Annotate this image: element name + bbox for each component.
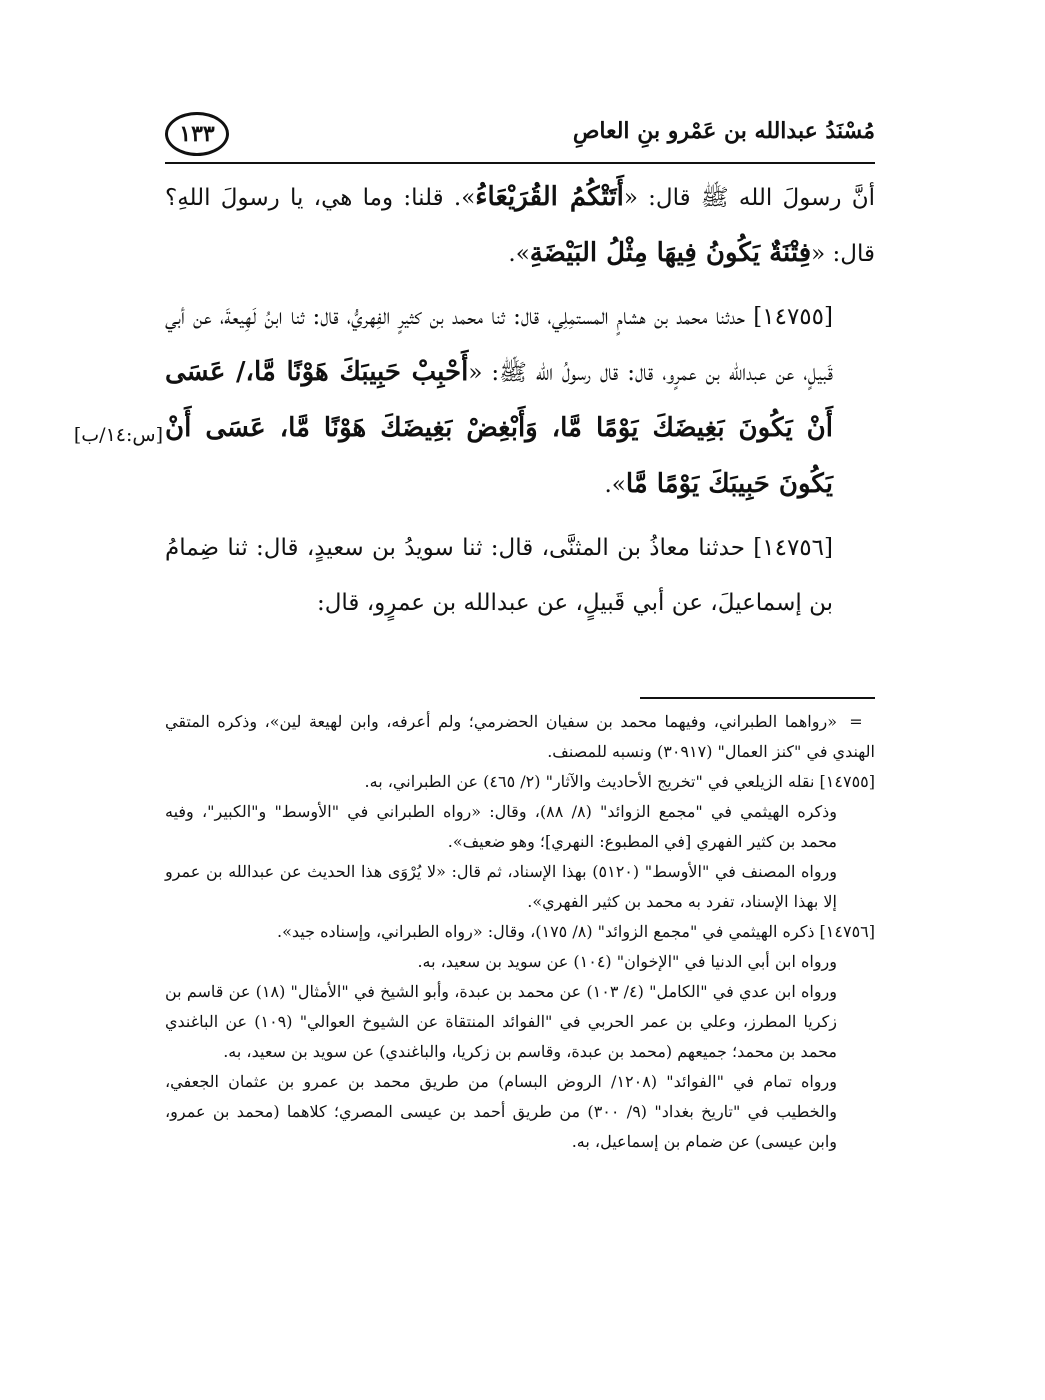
footnote-14755: [١٤٧٥٥] نقله الزيلعي في "تخريج الأحاديث والآثار" (٢/ ٤٦٥) عن الطبراني، به. (364, 772, 875, 791)
footnote-14756: [١٤٧٥٦] ذكره الهيثمي في "مجمع الزوائد" (٨/ ١٧٥)، وقال: «رواه الطبراني، وإسناده جيد». (277, 922, 875, 941)
page-number: ١٣٣ (165, 112, 229, 156)
paragraph-hadith-continuation (165, 170, 875, 282)
continuation-mark: = (849, 712, 863, 731)
text-run: ». (604, 472, 626, 498)
text-run: ». قلنا: وما هي، يا رسولَ اللهِ؟ قال: « (165, 185, 875, 267)
hadith-quote: أَتَتْكُمُ القُرَيْعَاءُ (475, 182, 624, 212)
footnote-text: «رواهما الطبراني، وفيهما محمد بن سفيان الحضرمي؛ ولم أعرفه، وابن لهيعة لين»، وذكره المتقي الهندي في "كنز العمال" (٣٠٩١٧) ونسبه للمصنف. (165, 712, 875, 761)
hadith-quote: فِتْنَةٌ يَكُونُ فِيهَا مِثْلُ البَيْضَةِ (529, 238, 812, 268)
manuscript-reference: [س:١٤/ب] (73, 424, 163, 446)
footnote-rule (640, 697, 875, 699)
hadith-quote: أَحْبِبْ حَبِيبَكَ هَوْنًا مَّا،/ عَسَى أَنْ يَكُونَ بَغِيضَكَ يَوْمًا مَّا، وَأَبْغِضْ بَغِيضَكَ هَوْنًا مَّا، عَسَى أَنْ يَكُونَ حَبِيبَكَ يَوْمًا مَّا (165, 357, 833, 499)
footnote-text: ورواه ابن عدي في "الكامل" (٤/ ١٠٣) عن محمد بن عبدة، وأبو الشيخ في "الأمثال" (١٨) عن قاسم بن زكريا المطرز، وعلي بن عمر الحربي في "الفوائد المنتقاة عن الشيوخ العوالي" (١٠٩) عن الباغندي محمد بن محمد؛ جميعهم (محمد بن عبدة، وقاسم بن زكريا، والباغندي) عن سويد بن سعيد، به. (165, 982, 838, 1061)
footnote-text: ورواه تمام في "الفوائد" (١٢٠٨/ الروض البسام) من طريق محمد بن عمرو بن عثمان الجعفي، والخطيب في "تاريخ بغداد" (٩/ ٣٠٠) من طريق أحمد بن عيسى المصري؛ كلاهما (محمد بن عمرو، وابن عيسى) عن ضمام بن إسماعيل، به. (165, 1072, 838, 1151)
running-title: مُسْنَدُ عبدالله بن عَمْرو بنِ العاصِ (572, 118, 875, 144)
footnote-text: وذكره الهيثمي في "مجمع الزوائد" (٨/ ٨٨)، وقال: «رواه الطبراني في "الأوسط" و"الكبير"، وفيه محمد بن كثير الفهري [في المطبوع: النهري]؛ وهو ضعيف». (165, 802, 838, 851)
main-text (165, 170, 875, 631)
footnote-text: ورواه ابن أبي الدنيا في "الإخوان" (١٠٤) عن سويد بن سعيد، به. (417, 952, 837, 971)
footnote-continuation (165, 707, 875, 767)
footnote-text: ورواه المصنف في "الأوسط" (٥١٢٠) بهذا الإسناد، ثم قال: «لا يُرْوَى هذا الحديث عن عبدالله بن عمرو إلا بهذا الإسناد، تفرد به محمد بن كثير الفهري». (165, 862, 838, 911)
page-header (165, 112, 875, 162)
paragraph-hadith-14756: [١٤٧٥٦] حدثنا معاذُ بن المثنَّى، قال: ثنا سويدُ بن سعيدٍ، قال: ثنا ضِمامُ بن إسماعيلَ، عن أبي قَبيلٍ، عن عبدالله بن عمرٍو، قال: (165, 535, 833, 616)
paragraph-hadith-14755 (165, 290, 875, 513)
text-run: ». (508, 241, 530, 267)
text-run: [١٤٧٥٥] حدثنا محمد بن هشامٍ المستمِلِي، قال: ثنا محمد بن كثيرٍ الفِهريُّ، قال: ثنا ابنُ لَهِيعةَ، عن أبي قَبيلٍ، عن عبدالله بن عمرٍو، قال: قال رسولُ الله ﷺ: « (165, 304, 833, 386)
text-run: أنَّ رسولَ الله ﷺ قال: « (623, 185, 875, 211)
footnotes (165, 707, 875, 1157)
header-rule (165, 162, 875, 164)
